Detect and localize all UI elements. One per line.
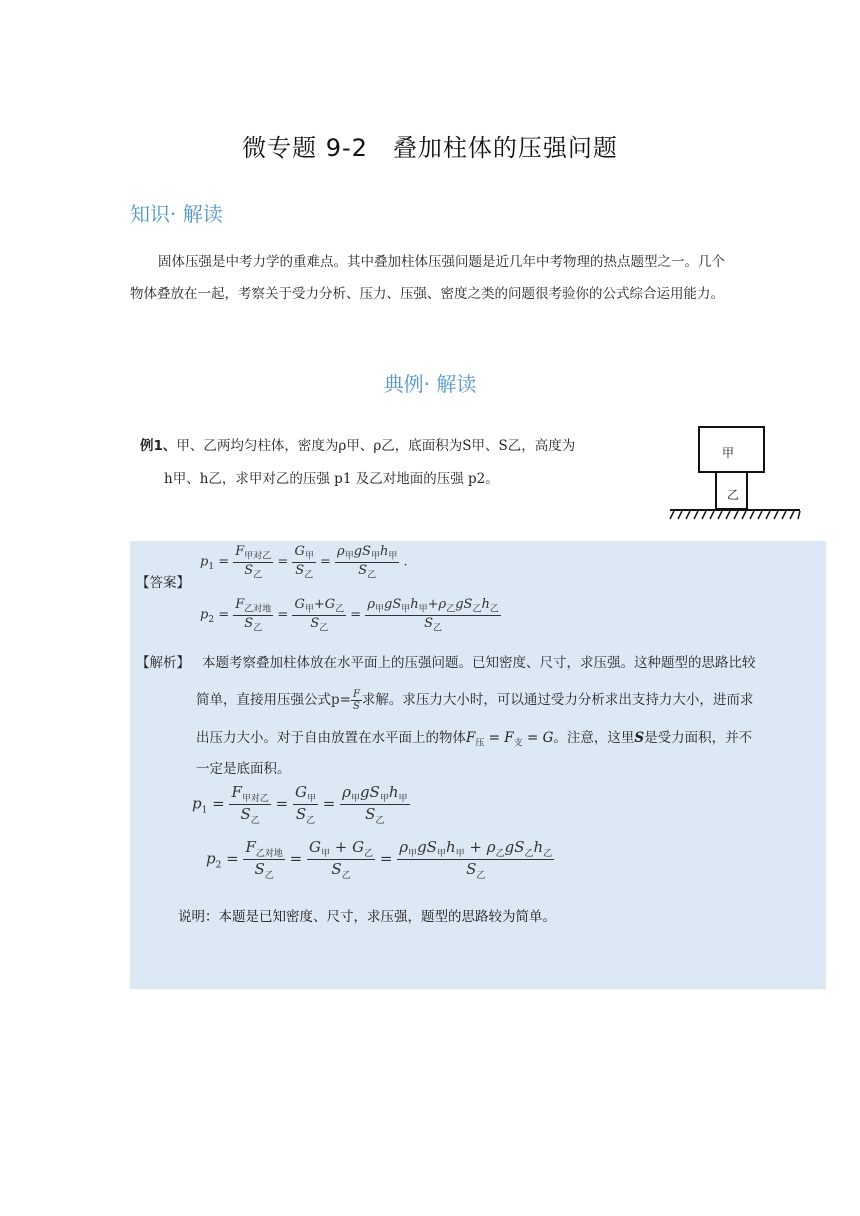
analysis-text-2a: 简单，直接用压强公式 — [196, 692, 331, 708]
analysis-label: 【解析】 — [136, 655, 190, 671]
analysis-line-3 — [196, 726, 818, 749]
analysis-line-2 — [196, 688, 818, 712]
analysis-formula-p2: $p_2$ = $\frac{F_{乙对地}}{S_乙}$ = $\frac{G_甲 + G_乙}{S_乙}$ = $\frac{\rho_甲gS_甲h_甲 + \rho_乙gS_乙h_乙}{S_乙}$ — [206, 838, 553, 881]
stacked-blocks-figure — [668, 424, 804, 520]
block-bottom-label: 乙 — [727, 488, 740, 502]
page-title: 微专题 9-2 叠加柱体的压强问题 — [242, 134, 618, 162]
analysis-text-3a: 出压力大小。对于自由放置在水平面上的物体 — [196, 730, 466, 746]
intro-paragraph: 固体压强是中考力学的重难点。其中叠加柱体压强问题是近几年中考物理的热点题型之一。几个物体叠放在一起，考察关于受力分析、压力、压强、密度之类的问题很考验你的公式综合运用能力。 — [130, 254, 725, 302]
block-top-label: 甲 — [722, 446, 735, 460]
answer-formula-p1: $p_1$ = $\frac{F_{甲对乙}}{S_乙}$ = $\frac{G_甲}{S_乙}$ = $\frac{\rho_甲gS_甲h_甲}{S_乙}$ . — [200, 544, 408, 581]
answer-label: 【答案】 — [136, 575, 190, 591]
analysis-text-2b: 求解。求压力大小时，可以通过受力分析求出支持力大小，进而求 — [361, 692, 754, 708]
example-line-2: h甲、h乙，求甲对乙的压强 p1 及乙对地面的压强 p2。 — [164, 471, 499, 487]
explanation-note: 说明：本题是已知密度、尺寸，求压强，题型的思路较为简单。 — [178, 909, 556, 925]
answer-formula-p2: $p_2$ = $\frac{F_{乙对地}}{S_乙}$ = $\frac{G_甲+G_乙}{S_乙}$ = $\frac{\rho_甲gS_甲h_甲+\rho_乙gS_乙h_乙}{S_乙}$ — [200, 597, 499, 634]
force-equation: $F_压 = F_支 = G$ — [466, 730, 554, 749]
example-label: 例1、 — [140, 438, 177, 454]
analysis-text-3b: 。注意，这里 — [553, 730, 635, 746]
section-heading-example: 典例· 解读 — [383, 372, 477, 396]
analysis-line-1: 本题考察叠加柱体放在水平面上的压强问题。已知密度、尺寸，求压强。这种题型的思路比较 — [202, 655, 756, 671]
example-text-1: 甲、乙两均匀柱体，密度为ρ甲、ρ乙，底面积为S甲、S乙，高度为 — [176, 438, 576, 454]
section-heading-knowledge: 知识· 解读 — [130, 202, 223, 226]
analysis-line-4: 一定是底面积。 — [196, 761, 291, 777]
pressure-formula: p= $\frac{F}{S}$ — [331, 689, 360, 712]
example-line-1 — [140, 434, 575, 454]
area-symbol: S — [634, 730, 645, 746]
analysis-formula-p1: $p_1$ = $\frac{F_{甲对乙}}{S_乙}$ = $\frac{G_甲}{S_乙}$ = $\frac{\rho_甲gS_甲h_甲}{S_乙}$ — [192, 783, 408, 826]
ground-hatch — [670, 511, 800, 519]
analysis-text-3c: 是受力面积，并不 — [644, 730, 753, 746]
